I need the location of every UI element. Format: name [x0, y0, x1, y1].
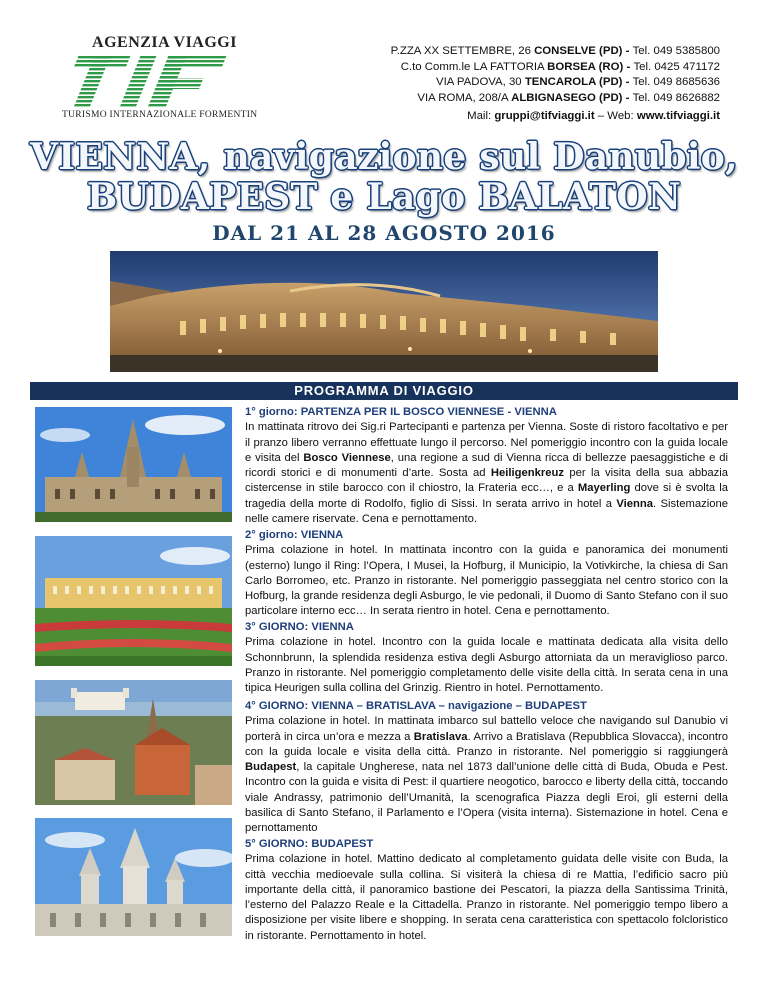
- travel-dates: DAL 21 AL 28 AGOSTO 2016: [212, 221, 556, 245]
- day-body: Prima colazione in hotel. In mattinata incontro con la guida e panoramica dei monumenti (esterno) lungo il Ring: l’Opera, I Musei, la Hofburg, il Municipio, la Votivkirche, la chiesa di San Carlo Borromeo, etc. Pranzo in ristorante. Nel pomeriggio passeggiata nel centro storico con la Hofburg, la grande residenza degli Asburgo, le vie pedonali, il Duomo di Santo Stefano con il suo particolare interno ecc… In serata rientro in hotel. Cena e pernottamento.: [245, 544, 728, 618]
- tif-logo: [58, 52, 253, 112]
- schonbrunn-photo: [35, 536, 232, 666]
- bratislava-photo: [35, 680, 232, 805]
- mail-line: Mail: gruppi@tifviaggi.it – Web: www.tifviaggi.it: [467, 110, 720, 123]
- day-4: [245, 699, 728, 837]
- contact-line: VIA ROMA, 208/A ALBIGNASEGO (PD) - Tel. 049 8626882: [417, 91, 720, 104]
- agency-subtitle: TURISMO INTERNAZIONALE FORMENTIN: [62, 110, 258, 120]
- contact-block: [391, 44, 720, 125]
- page-title-line2: BUDAPEST e Lago BALATON: [86, 176, 682, 218]
- day-1: [245, 405, 728, 527]
- day-heading: 3° GIORNO: VIENNA: [245, 621, 354, 633]
- day-3: [245, 620, 728, 696]
- contact-line: C.to Comm.le LA FATTORIA BORSEA (RO) - Tel. 0425 471172: [400, 60, 720, 73]
- day-body: Prima colazione in hotel. In mattinata imbarco sul battello veloce che navigando sul Danubio vi porterà in circa un’ora e mezza a Bratislava. Arrivo a Bratislava (Repubblica Slovacca), incontro con la guida locale e visita della città. Pranzo in ristorante. Nel pomeriggio si raggiungerà Budapest, la capitale Ungherese, nata nel 1873 dall’unione delle città di Buda, Obuda e Pest. Incontro con la guida e visita di Pest: il quartiere neogotico, barocco e liberty della città, toccando viale Andrassy, patrimonio dell’Umanità, la scenografica Piazza degli Eroi, gli esterni della basilica di Santo Stefano, il Parlamento e l’Opera (visita interna). Sistemazione in hotel. Cena e pernottamento: [245, 715, 728, 835]
- hofburg-hero-photo: [110, 251, 658, 372]
- day-body: Prima colazione in hotel. Mattino dedicato al completamento guidata delle visite con Buda, la città vecchia medioevale sulla collina. Si visiterà la chiesa di re Mattia, l’edificio sacro più importante della città, il panoramico bastione dei Pescatori, la piazza della Santissima Trinità, l’esterno del Palazzo Reale e la Cittadella. Pranzo in ristorante. Nel pomeriggio tempo libero a disposizione per visite libere e shopping. In serata cena caratteristica con spettacolo folcloristico in ristorante. Pernottamento in hotel.: [245, 853, 728, 942]
- contact-line: VIA PADOVA, 30 TENCAROLA (PD) - Tel. 049 8685636: [435, 76, 720, 89]
- day-heading: 5° GIORNO: BUDAPEST: [245, 838, 374, 850]
- day-body: In mattinata ritrovo dei Sig.ri Partecipanti e partenza per Vienna. Soste di ristoro facoltativo e per il pranzo libero verranno effettuate lungo il percorso. Nel pomeriggio incontro con la guida locale e visita del Bosco Viennese, una regione a sud di Vienna ricca di bellezze paesaggistiche e di ricordi storici e di monumenti d’arte. Sosta ad Heiligenkreuz per la visita della sua abbazia cistercense in stile barocco con il chiostro, la Frateria ecc…, e a Mayerling dove si è svolta la tragedia della morte di Rodolfo, figlio di Sissi. In serata arrivo in hotel a Vienna. Sistemazione nelle camere riservate. Cena e pernottamento.: [245, 421, 729, 526]
- day-heading: 1° giorno: PARTENZA PER IL BOSCO VIENNESE - VIENNA: [245, 406, 557, 418]
- budapest-bastion-photo: [35, 818, 232, 936]
- vienna-rathaus-photo: [35, 407, 232, 522]
- agency-label: AGENZIA VIAGGI: [92, 34, 237, 51]
- program-banner: PROGRAMMA DI VIAGGIO: [30, 382, 738, 400]
- day-heading: 2° giorno: VIENNA: [245, 529, 344, 541]
- page-title-line1: VIENNA, navigazione sul Danubio,: [30, 136, 738, 178]
- day-2: [245, 528, 728, 620]
- day-body: Prima colazione in hotel. Incontro con la guida locale e mattinata dedicata alla visita dello Schonnbrunn, la splendida residenza estiva degli Asburgo attorniata da un meraviglioso parco. Pranzo in ristorante. Nel pomeriggio completamento delle visite della città. In serata cena in una tipica Heurigen sulla collina del Grinzig. Rientro in hotel. Pernottamento.: [245, 636, 728, 695]
- web-link[interactable]: www.tifviaggi.it: [636, 110, 720, 123]
- day-5: [245, 837, 728, 944]
- contact-line: P.ZZA XX SETTEMBRE, 26 CONSELVE (PD) - Tel. 049 5385800: [390, 45, 720, 57]
- email-link[interactable]: gruppi@tifviaggi.it: [494, 110, 595, 123]
- day-heading: 4° GIORNO: VIENNA – BRATISLAVA – navigazione – BUDAPEST: [245, 700, 587, 712]
